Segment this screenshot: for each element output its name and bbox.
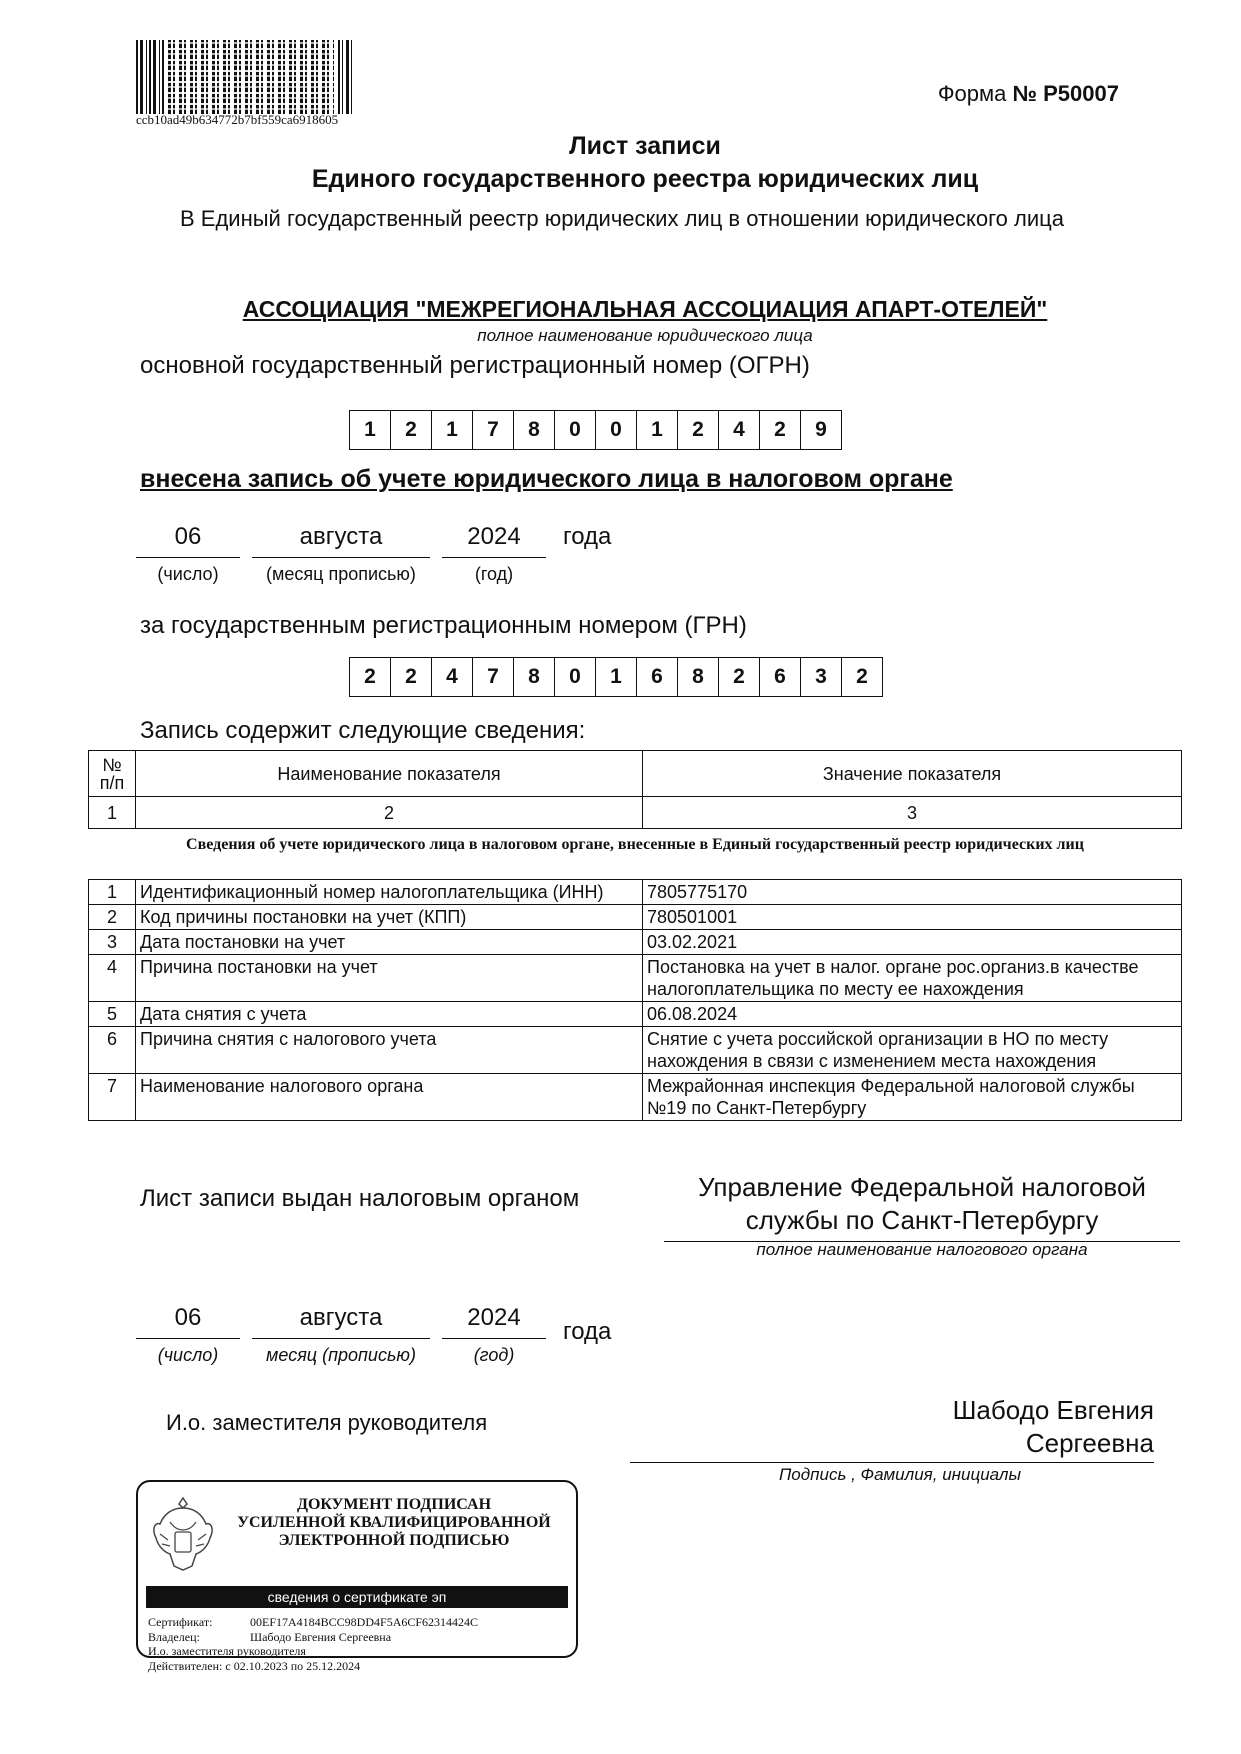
ogrn-digit: 1 <box>350 410 391 450</box>
barcode-right-bars <box>338 40 352 114</box>
table-row <box>89 880 1182 905</box>
validity-key: Действителен: <box>148 1658 223 1673</box>
grn-digit: 6 <box>760 657 801 697</box>
stamp-title-line3: ЭЛЕКТРОННОЙ ПОДПИСЬЮ <box>278 1532 510 1549</box>
header-col3-number: 3 <box>643 797 1182 829</box>
grn-digit: 2 <box>350 657 391 697</box>
ogrn-digit: 2 <box>760 410 801 450</box>
records-table-header <box>88 750 1182 829</box>
certificate-value: 00EF17A4184BCC98DD4F5A6CF62314424C <box>250 1615 479 1629</box>
issuing-authority-caption: полное наименование налогового органа <box>756 1240 1088 1259</box>
row-indicator-value: Межрайонная инспекция Федеральной налоговой службы №19 по Санкт-Петербургу <box>643 1074 1182 1121</box>
header-indicator-value: Значение показателя <box>643 751 1182 797</box>
issuing-authority-line2: службы по Санкт-Петербургу <box>745 1205 1099 1235</box>
certificate-details <box>148 1615 478 1673</box>
date1-month-label: (месяц прописью) <box>266 564 416 584</box>
barcode <box>136 40 352 114</box>
certificate-key: Сертификат: <box>148 1615 213 1629</box>
date2-year-label: (год) <box>473 1345 515 1365</box>
row-indicator-value: 7805775170 <box>643 880 1182 905</box>
grn-digit: 1 <box>596 657 637 697</box>
signer-name-line1: Шабодо Евгения <box>952 1395 1154 1425</box>
row-number: 7 <box>89 1074 136 1121</box>
issuing-authority <box>664 1171 1180 1242</box>
header-number: № п/п <box>89 751 136 797</box>
emblem-icon <box>150 1494 216 1574</box>
row-number: 6 <box>89 1027 136 1074</box>
signature-caption: Подпись , Фамилия, инициалы <box>778 1465 1022 1484</box>
grn-digit: 8 <box>514 657 555 697</box>
row-indicator-name: Дата постановки на учет <box>136 930 643 955</box>
section-heading: Сведения об учете юридического лица в налоговом органе, внесенные в Единый государственный реестр юридических лиц <box>186 836 1084 853</box>
certificate-info-bar: сведения о сертификате эп <box>146 1586 568 1608</box>
ogrn-digit: 2 <box>391 410 432 450</box>
ogrn-digit: 7 <box>473 410 514 450</box>
grn-digit: 0 <box>555 657 596 697</box>
form-number <box>938 81 1119 107</box>
date2-year: 2024 <box>442 1304 546 1339</box>
table-row <box>89 955 1182 1002</box>
ogrn-label: основной государственный регистрационный номер (ОГРН) <box>140 352 810 379</box>
row-number: 3 <box>89 930 136 955</box>
table-row <box>89 905 1182 930</box>
doc-title-line2: Единого государственного реестра юридических лиц <box>311 165 979 193</box>
date2-month-label: месяц (прописью) <box>266 1345 416 1365</box>
form-prefix: Форма <box>937 81 1007 106</box>
row-number: 5 <box>89 1002 136 1027</box>
ogrn-digit: 8 <box>514 410 555 450</box>
header-col1-number: 1 <box>89 797 136 829</box>
validity-value: с 02.10.2023 по 25.12.2024 <box>225 1658 361 1673</box>
grn-digit: 2 <box>719 657 760 697</box>
ogrn-digit: 9 <box>801 410 842 450</box>
owner-position: И.о. заместителя руководителя <box>148 1644 306 1658</box>
date2-day-label: (число) <box>157 1345 219 1365</box>
ogrn-digit: 2 <box>678 410 719 450</box>
barcode-matrix <box>168 40 334 114</box>
owner-value: Шабодо Евгения Сергеевна <box>250 1629 392 1644</box>
row-indicator-name: Идентификационный номер налогоплательщика (ИНН) <box>136 880 643 905</box>
doc-title-line1: Лист записи <box>569 132 721 160</box>
row-indicator-name: Причина снятия с налогового учета <box>136 1027 643 1074</box>
date2-suffix: года <box>563 1318 612 1345</box>
org-name: АССОЦИАЦИЯ "МЕЖРЕГИОНАЛЬНАЯ АССОЦИАЦИЯ АПАРТ-ОТЕЛЕЙ" <box>242 296 1048 322</box>
date2-month: августа <box>252 1304 430 1339</box>
row-indicator-name: Причина постановки на учет <box>136 955 643 1002</box>
date1-suffix: года <box>563 523 612 550</box>
row-indicator-name: Наименование налогового органа <box>136 1074 643 1121</box>
row-indicator-value: Снятие с учета российской организации в НО по месту нахождения в связи с изменением места нахождения <box>643 1027 1182 1074</box>
issuing-authority-line1: Управление Федеральной налоговой <box>698 1172 1146 1202</box>
barcode-left-bars <box>136 40 164 114</box>
ogrn-digits <box>349 410 842 450</box>
ogrn-digit: 1 <box>637 410 678 450</box>
ogrn-digit: 0 <box>596 410 637 450</box>
date2-day: 06 <box>136 1304 240 1339</box>
grn-digits <box>349 657 883 697</box>
table-row <box>89 1074 1182 1121</box>
row-indicator-name: Дата снятия с учета <box>136 1002 643 1027</box>
row-indicator-value: Постановка на учет в налог. органе рос.организ.в качестве налогоплательщика по месту ее нахождения <box>643 955 1182 1002</box>
row-number: 4 <box>89 955 136 1002</box>
form-code: № Р50007 <box>1012 81 1119 106</box>
e-signature-stamp <box>136 1480 578 1673</box>
contents-label: Запись содержит следующие сведения: <box>140 717 586 744</box>
row-indicator-value: 03.02.2021 <box>643 930 1182 955</box>
grn-digit: 8 <box>678 657 719 697</box>
date1-day-label: (число) <box>157 564 219 584</box>
date1-month: августа <box>252 523 430 558</box>
row-indicator-value: 06.08.2024 <box>643 1002 1182 1027</box>
signer-position: И.о. заместителя руководителя <box>166 1410 488 1435</box>
table-row <box>89 930 1182 955</box>
org-name-caption: полное наименование юридического лица <box>477 326 813 345</box>
stamp-title <box>224 1496 564 1550</box>
row-indicator-value: 780501001 <box>643 905 1182 930</box>
stamp-title-line2: УСИЛЕННОЙ КВАЛИФИЦИРОВАННОЙ <box>237 1514 551 1531</box>
intro-text: В Единый государственный реестр юридических лиц в отношении юридического лица <box>180 206 1064 231</box>
grn-digit: 2 <box>842 657 883 697</box>
records-table <box>88 879 1182 1121</box>
entry-statement: внесена запись об учете юридического лица в налоговом органе <box>140 465 953 493</box>
table-row <box>89 1027 1182 1074</box>
grn-digit: 2 <box>391 657 432 697</box>
stamp-title-line1: ДОКУМЕНТ ПОДПИСАН <box>296 1496 492 1513</box>
owner-key: Владелец: <box>148 1629 200 1644</box>
issued-label: Лист записи выдан налоговым органом <box>140 1185 580 1212</box>
date1-year: 2024 <box>442 523 546 558</box>
grn-digit: 3 <box>801 657 842 697</box>
grn-label: за государственным регистрационным номером (ГРН) <box>140 612 747 639</box>
grn-digit: 4 <box>432 657 473 697</box>
signer-name-line2: Сергеевна <box>1025 1428 1154 1458</box>
document-hash: ccb10ad49b634772b7bf559ca6918605 <box>136 112 339 127</box>
row-indicator-name: Код причины постановки на учет (КПП) <box>136 905 643 930</box>
date1-day: 06 <box>136 523 240 558</box>
date1-year-label: (год) <box>474 564 514 584</box>
row-number: 1 <box>89 880 136 905</box>
header-indicator-name: Наименование показателя <box>136 751 643 797</box>
ogrn-digit: 0 <box>555 410 596 450</box>
signer-name <box>630 1394 1154 1463</box>
row-number: 2 <box>89 905 136 930</box>
grn-digit: 7 <box>473 657 514 697</box>
grn-digit: 6 <box>637 657 678 697</box>
table-row <box>89 1002 1182 1027</box>
ogrn-digit: 1 <box>432 410 473 450</box>
ogrn-digit: 4 <box>719 410 760 450</box>
header-col2-number: 2 <box>136 797 643 829</box>
